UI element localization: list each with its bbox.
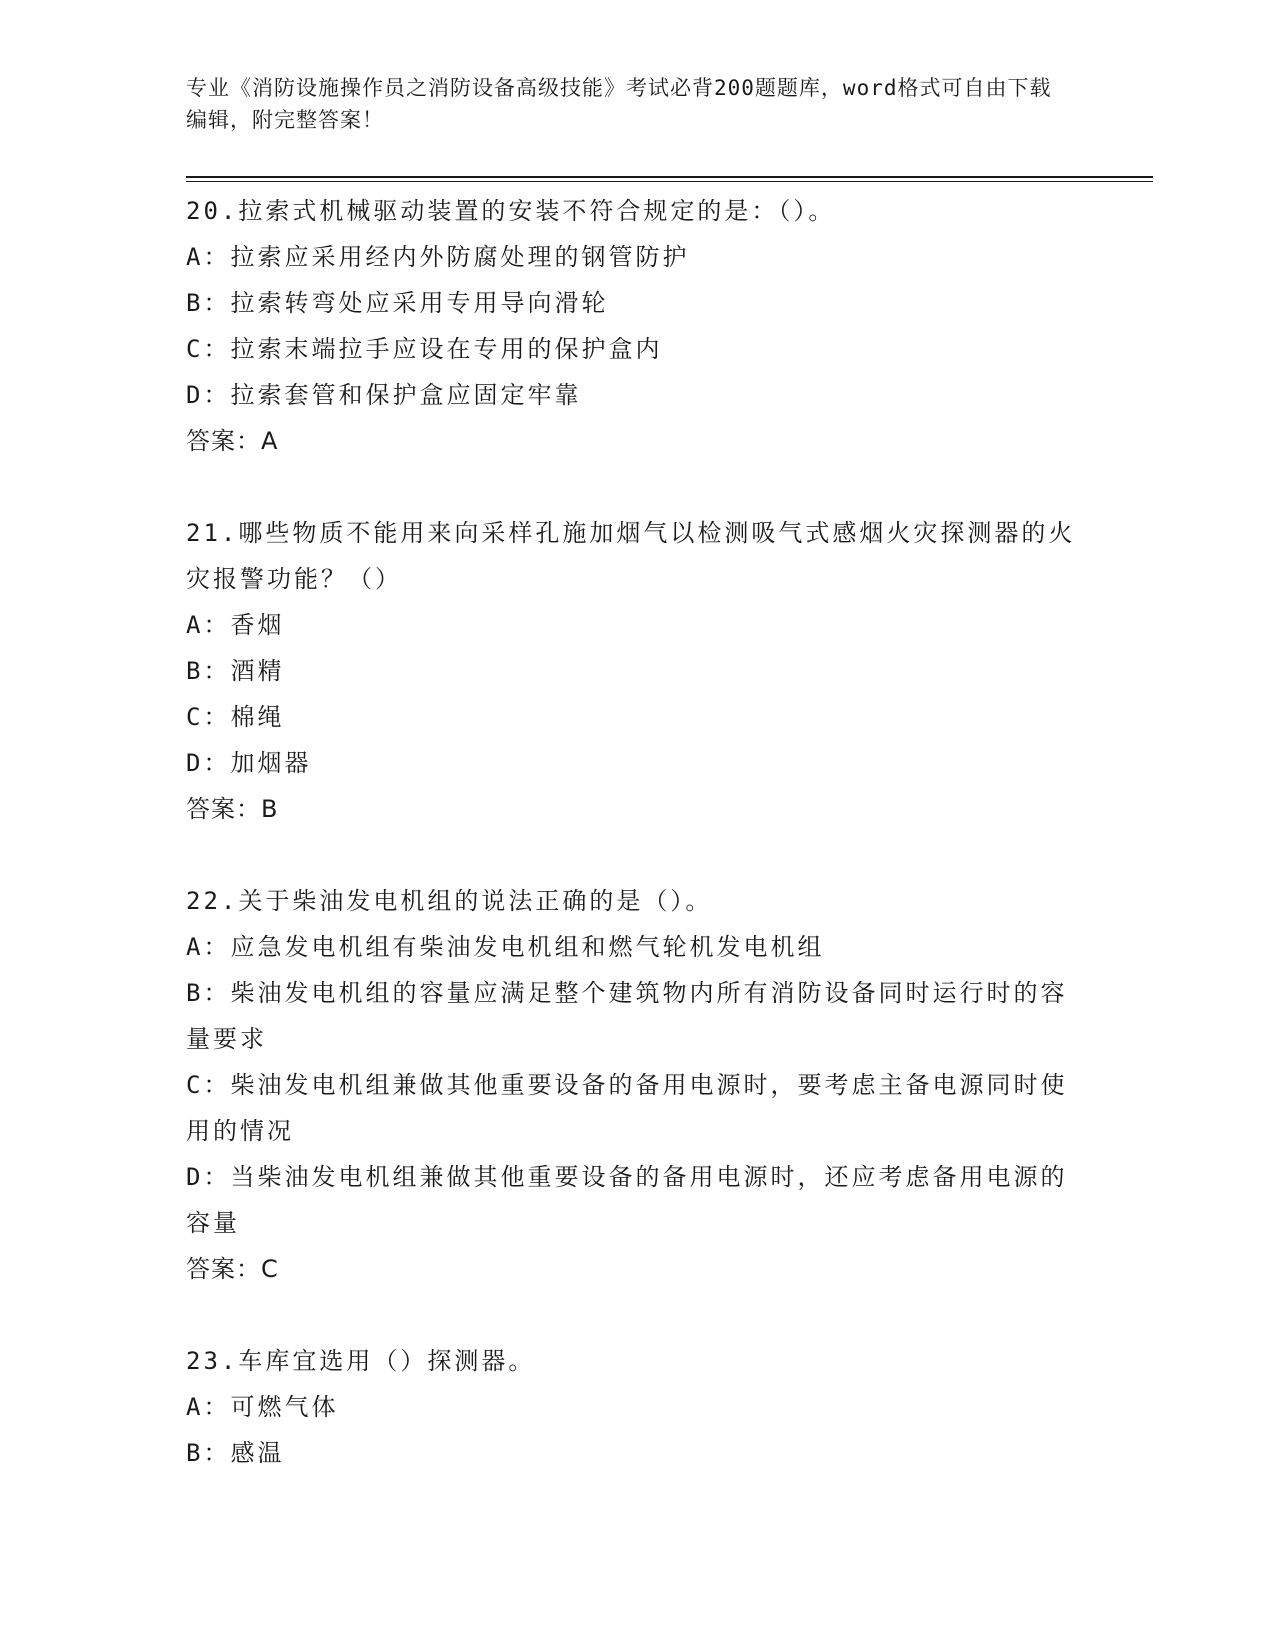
option-d: D：加烟器: [186, 749, 312, 777]
question-text: 23.车库宜选用（）探测器。: [186, 1347, 536, 1375]
question-text: 21.哪些物质不能用来向采样孔施加烟气以检测吸气式感烟火灾探测器的火灾报警功能？（）: [186, 519, 1076, 593]
answer: 答案：C: [186, 1255, 279, 1283]
question-text: 20.拉索式机械驱动装置的安装不符合规定的是：（）。: [186, 197, 836, 225]
header-divider-thin: [186, 181, 1153, 182]
question-text: 22.关于柴油发电机组的说法正确的是（）。: [186, 887, 713, 915]
question-23: [186, 1338, 1076, 1476]
question-22: [186, 878, 1076, 1292]
option-c: C：棉绳: [186, 703, 285, 731]
option-b: B：感温: [186, 1439, 285, 1467]
option-a: A：应急发电机组有柴油发电机组和燃气轮机发电机组: [186, 933, 825, 961]
header-divider-thick: [186, 176, 1153, 178]
option-a: A：香烟: [186, 611, 285, 639]
document-header: 专业《消防设施操作员之消防设备高级技能》考试必背200题题库，word格式可自由下载编辑，附完整答案！: [186, 76, 1052, 132]
question-list: [186, 188, 1076, 1476]
option-b: B：柴油发电机组的容量应满足整个建筑物内所有消防设备同时运行时的容量要求: [186, 979, 1068, 1053]
question-20: [186, 188, 1076, 464]
option-b: B：拉索转弯处应采用专用导向滑轮: [186, 289, 609, 317]
option-c: C：拉索末端拉手应设在专用的保护盒内: [186, 335, 663, 363]
answer: 答案：A: [186, 427, 279, 455]
question-21: [186, 510, 1076, 832]
option-d: D：当柴油发电机组兼做其他重要设备的备用电源时，还应考虑备用电源的容量: [186, 1163, 1068, 1237]
answer: 答案：B: [186, 795, 279, 823]
option-a: A：拉索应采用经内外防腐处理的钢管防护: [186, 243, 690, 271]
option-a: A：可燃气体: [186, 1393, 339, 1421]
option-b: B：酒精: [186, 657, 285, 685]
option-d: D：拉索套管和保护盒应固定牢靠: [186, 381, 582, 409]
option-c: C：柴油发电机组兼做其他重要设备的备用电源时，要考虑主备电源同时使用的情况: [186, 1071, 1068, 1145]
